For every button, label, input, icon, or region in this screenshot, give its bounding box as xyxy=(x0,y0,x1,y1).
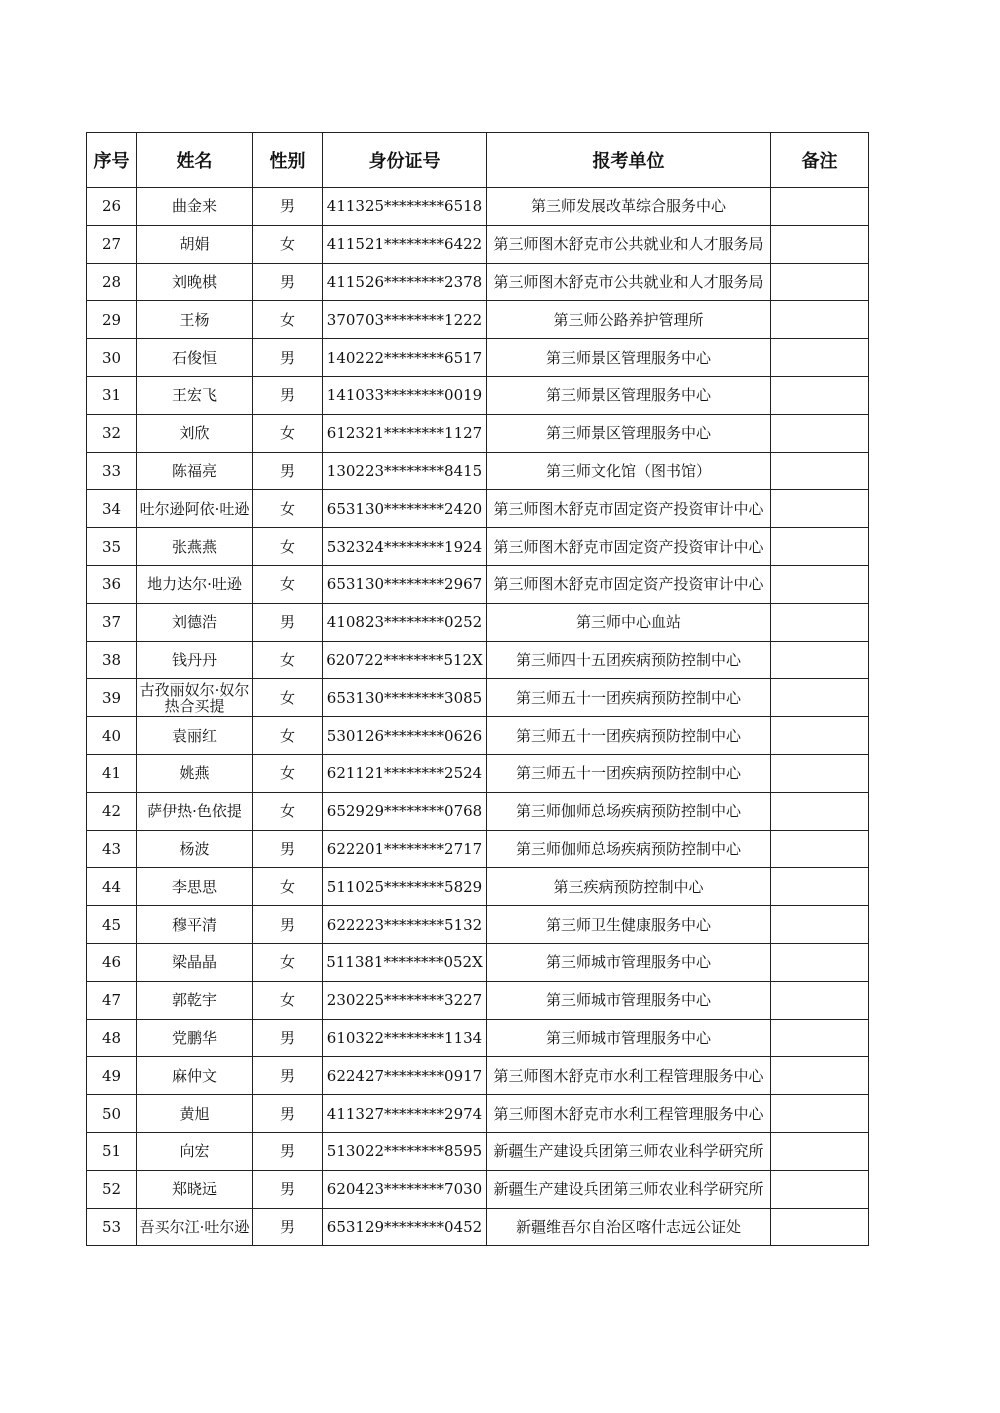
cell-name: 刘欣 xyxy=(137,414,253,452)
cell-unit: 第三疾病预防控制中心 xyxy=(487,868,771,906)
cell-no: 26 xyxy=(87,188,137,226)
cell-gender: 男 xyxy=(253,1132,323,1170)
cell-no: 40 xyxy=(87,717,137,755)
cell-unit: 第三师伽师总场疾病预防控制中心 xyxy=(487,792,771,830)
cell-id-number: 653130********3085 xyxy=(323,679,487,717)
cell-id-number: 621121********2524 xyxy=(323,754,487,792)
table-row xyxy=(87,376,869,414)
cell-name: 穆平清 xyxy=(137,906,253,944)
table-header-row xyxy=(87,133,869,188)
cell-name: 王杨 xyxy=(137,301,253,339)
table-row xyxy=(87,225,869,263)
cell-id-number: 411521********6422 xyxy=(323,225,487,263)
table-row xyxy=(87,943,869,981)
cell-unit: 第三师城市管理服务中心 xyxy=(487,943,771,981)
cell-unit: 第三师图木舒克市固定资产投资审计中心 xyxy=(487,565,771,603)
cell-id-number: 620423********7030 xyxy=(323,1170,487,1208)
cell-no: 32 xyxy=(87,414,137,452)
cell-note xyxy=(771,1095,869,1133)
cell-no: 48 xyxy=(87,1019,137,1057)
cell-id-number: 511381********052X xyxy=(323,943,487,981)
table-row xyxy=(87,1132,869,1170)
cell-id-number: 653130********2967 xyxy=(323,565,487,603)
table-row xyxy=(87,1019,869,1057)
cell-name: 李思思 xyxy=(137,868,253,906)
cell-gender: 女 xyxy=(253,754,323,792)
cell-no: 37 xyxy=(87,603,137,641)
cell-id-number: 230225********3227 xyxy=(323,981,487,1019)
cell-note xyxy=(771,679,869,717)
cell-id-number: 411325********6518 xyxy=(323,188,487,226)
cell-note xyxy=(771,981,869,1019)
cell-no: 28 xyxy=(87,263,137,301)
cell-unit: 第三师景区管理服务中心 xyxy=(487,414,771,452)
cell-name: 钱丹丹 xyxy=(137,641,253,679)
cell-unit: 第三师图木舒克市水利工程管理服务中心 xyxy=(487,1095,771,1133)
cell-gender: 女 xyxy=(253,301,323,339)
table-row xyxy=(87,641,869,679)
cell-no: 41 xyxy=(87,754,137,792)
cell-gender: 男 xyxy=(253,1208,323,1246)
cell-name: 袁丽红 xyxy=(137,717,253,755)
cell-note xyxy=(771,414,869,452)
table-row xyxy=(87,301,869,339)
cell-no: 51 xyxy=(87,1132,137,1170)
cell-gender: 男 xyxy=(253,1170,323,1208)
cell-name: 陈福亮 xyxy=(137,452,253,490)
cell-name: 古孜丽奴尔·奴尔热合买提 xyxy=(137,679,253,717)
cell-note xyxy=(771,188,869,226)
cell-name: 张燕燕 xyxy=(137,528,253,566)
cell-unit: 新疆维吾尔自治区喀什志远公证处 xyxy=(487,1208,771,1246)
cell-name: 萨伊热·色依提 xyxy=(137,792,253,830)
cell-unit: 第三师图木舒克市公共就业和人才服务局 xyxy=(487,225,771,263)
table-row xyxy=(87,906,869,944)
cell-note xyxy=(771,263,869,301)
cell-id-number: 612321********1127 xyxy=(323,414,487,452)
cell-id-number: 653129********0452 xyxy=(323,1208,487,1246)
cell-name: 向宏 xyxy=(137,1132,253,1170)
table-row xyxy=(87,339,869,377)
cell-note xyxy=(771,603,869,641)
cell-id-number: 622201********2717 xyxy=(323,830,487,868)
cell-unit: 第三师景区管理服务中心 xyxy=(487,339,771,377)
table-row xyxy=(87,1057,869,1095)
cell-no: 38 xyxy=(87,641,137,679)
cell-id-number: 513022********8595 xyxy=(323,1132,487,1170)
cell-name: 姚燕 xyxy=(137,754,253,792)
header-note: 备注 xyxy=(771,133,869,188)
cell-no: 34 xyxy=(87,490,137,528)
cell-gender: 男 xyxy=(253,376,323,414)
cell-gender: 女 xyxy=(253,792,323,830)
table-row xyxy=(87,981,869,1019)
candidate-table xyxy=(86,132,869,1246)
cell-id-number: 622223********5132 xyxy=(323,906,487,944)
cell-gender: 男 xyxy=(253,906,323,944)
cell-gender: 女 xyxy=(253,225,323,263)
cell-id-number: 411327********2974 xyxy=(323,1095,487,1133)
cell-gender: 女 xyxy=(253,717,323,755)
cell-id-number: 610322********1134 xyxy=(323,1019,487,1057)
cell-gender: 男 xyxy=(253,830,323,868)
cell-no: 29 xyxy=(87,301,137,339)
cell-unit: 第三师卫生健康服务中心 xyxy=(487,906,771,944)
cell-unit: 第三师伽师总场疾病预防控制中心 xyxy=(487,830,771,868)
cell-gender: 男 xyxy=(253,188,323,226)
cell-gender: 男 xyxy=(253,603,323,641)
cell-note xyxy=(771,376,869,414)
cell-id-number: 370703********1222 xyxy=(323,301,487,339)
table-row xyxy=(87,414,869,452)
cell-name: 党鹏华 xyxy=(137,1019,253,1057)
cell-gender: 男 xyxy=(253,1057,323,1095)
cell-note xyxy=(771,301,869,339)
cell-no: 36 xyxy=(87,565,137,603)
cell-id-number: 411526********2378 xyxy=(323,263,487,301)
cell-name: 麻仲文 xyxy=(137,1057,253,1095)
cell-unit: 第三师四十五团疾病预防控制中心 xyxy=(487,641,771,679)
cell-gender: 女 xyxy=(253,868,323,906)
cell-unit: 第三师文化馆（图书馆） xyxy=(487,452,771,490)
cell-unit: 第三师五十一团疾病预防控制中心 xyxy=(487,679,771,717)
cell-note xyxy=(771,943,869,981)
cell-note xyxy=(771,1170,869,1208)
cell-gender: 女 xyxy=(253,981,323,1019)
cell-no: 47 xyxy=(87,981,137,1019)
cell-no: 30 xyxy=(87,339,137,377)
cell-name: 刘德浩 xyxy=(137,603,253,641)
table-row xyxy=(87,603,869,641)
cell-note xyxy=(771,528,869,566)
cell-id-number: 410823********0252 xyxy=(323,603,487,641)
table-row xyxy=(87,868,869,906)
cell-unit: 新疆生产建设兵团第三师农业科学研究所 xyxy=(487,1132,771,1170)
cell-note xyxy=(771,490,869,528)
table-row xyxy=(87,830,869,868)
cell-note xyxy=(771,792,869,830)
cell-id-number: 652929********0768 xyxy=(323,792,487,830)
cell-no: 39 xyxy=(87,679,137,717)
table-row xyxy=(87,1170,869,1208)
cell-note xyxy=(771,1132,869,1170)
table-row xyxy=(87,188,869,226)
cell-name: 杨波 xyxy=(137,830,253,868)
cell-id-number: 511025********5829 xyxy=(323,868,487,906)
cell-gender: 女 xyxy=(253,679,323,717)
cell-unit: 新疆生产建设兵团第三师农业科学研究所 xyxy=(487,1170,771,1208)
cell-no: 49 xyxy=(87,1057,137,1095)
cell-no: 27 xyxy=(87,225,137,263)
cell-gender: 女 xyxy=(253,490,323,528)
cell-unit: 第三师五十一团疾病预防控制中心 xyxy=(487,717,771,755)
cell-unit: 第三师中心血站 xyxy=(487,603,771,641)
table-row xyxy=(87,528,869,566)
cell-id-number: 140222********6517 xyxy=(323,339,487,377)
cell-name: 郑晓远 xyxy=(137,1170,253,1208)
cell-id-number: 653130********2420 xyxy=(323,490,487,528)
cell-note xyxy=(771,1208,869,1246)
cell-no: 43 xyxy=(87,830,137,868)
cell-id-number: 130223********8415 xyxy=(323,452,487,490)
cell-gender: 女 xyxy=(253,943,323,981)
cell-note xyxy=(771,1057,869,1095)
header-unit: 报考单位 xyxy=(487,133,771,188)
cell-no: 50 xyxy=(87,1095,137,1133)
table-row xyxy=(87,1208,869,1246)
cell-gender: 女 xyxy=(253,565,323,603)
cell-name: 地力达尔·吐逊 xyxy=(137,565,253,603)
cell-id-number: 532324********1924 xyxy=(323,528,487,566)
header-id-number: 身份证号 xyxy=(323,133,487,188)
cell-note xyxy=(771,339,869,377)
cell-note xyxy=(771,1019,869,1057)
cell-no: 53 xyxy=(87,1208,137,1246)
cell-name: 吐尔逊阿依·吐逊 xyxy=(137,490,253,528)
cell-name: 王宏飞 xyxy=(137,376,253,414)
cell-no: 33 xyxy=(87,452,137,490)
cell-name: 梁晶晶 xyxy=(137,943,253,981)
cell-gender: 女 xyxy=(253,641,323,679)
cell-id-number: 530126********0626 xyxy=(323,717,487,755)
cell-unit: 第三师五十一团疾病预防控制中心 xyxy=(487,754,771,792)
cell-name: 胡娟 xyxy=(137,225,253,263)
cell-gender: 男 xyxy=(253,1019,323,1057)
cell-name: 刘晚棋 xyxy=(137,263,253,301)
cell-note xyxy=(771,717,869,755)
cell-gender: 男 xyxy=(253,263,323,301)
cell-unit: 第三师景区管理服务中心 xyxy=(487,376,771,414)
cell-unit: 第三师公路养护管理所 xyxy=(487,301,771,339)
cell-note xyxy=(771,830,869,868)
cell-unit: 第三师图木舒克市公共就业和人才服务局 xyxy=(487,263,771,301)
cell-id-number: 141033********0019 xyxy=(323,376,487,414)
cell-no: 46 xyxy=(87,943,137,981)
table-body xyxy=(87,188,869,1246)
cell-no: 35 xyxy=(87,528,137,566)
table-row xyxy=(87,263,869,301)
header-no: 序号 xyxy=(87,133,137,188)
cell-unit: 第三师城市管理服务中心 xyxy=(487,981,771,1019)
cell-note xyxy=(771,452,869,490)
cell-note xyxy=(771,868,869,906)
cell-id-number: 620722********512X xyxy=(323,641,487,679)
table-row xyxy=(87,452,869,490)
cell-unit: 第三师城市管理服务中心 xyxy=(487,1019,771,1057)
cell-unit: 第三师发展改革综合服务中心 xyxy=(487,188,771,226)
table-row xyxy=(87,679,869,717)
cell-note xyxy=(771,565,869,603)
table-row xyxy=(87,754,869,792)
cell-note xyxy=(771,641,869,679)
cell-no: 52 xyxy=(87,1170,137,1208)
cell-unit: 第三师图木舒克市水利工程管理服务中心 xyxy=(487,1057,771,1095)
cell-name: 郭乾宇 xyxy=(137,981,253,1019)
table-row xyxy=(87,565,869,603)
cell-note xyxy=(771,754,869,792)
cell-gender: 女 xyxy=(253,414,323,452)
cell-unit: 第三师图木舒克市固定资产投资审计中心 xyxy=(487,528,771,566)
cell-note xyxy=(771,225,869,263)
cell-gender: 男 xyxy=(253,452,323,490)
header-name: 姓名 xyxy=(137,133,253,188)
cell-name: 吾买尔江·吐尔逊 xyxy=(137,1208,253,1246)
cell-name: 黄旭 xyxy=(137,1095,253,1133)
table-row xyxy=(87,717,869,755)
cell-name: 曲金来 xyxy=(137,188,253,226)
cell-id-number: 622427********0917 xyxy=(323,1057,487,1095)
table-row xyxy=(87,792,869,830)
cell-gender: 女 xyxy=(253,528,323,566)
cell-no: 42 xyxy=(87,792,137,830)
cell-no: 44 xyxy=(87,868,137,906)
header-gender: 性别 xyxy=(253,133,323,188)
table-row xyxy=(87,490,869,528)
cell-no: 31 xyxy=(87,376,137,414)
cell-name: 石俊恒 xyxy=(137,339,253,377)
table-row xyxy=(87,1095,869,1133)
cell-unit: 第三师图木舒克市固定资产投资审计中心 xyxy=(487,490,771,528)
cell-gender: 男 xyxy=(253,339,323,377)
cell-no: 45 xyxy=(87,906,137,944)
cell-note xyxy=(771,906,869,944)
cell-gender: 男 xyxy=(253,1095,323,1133)
